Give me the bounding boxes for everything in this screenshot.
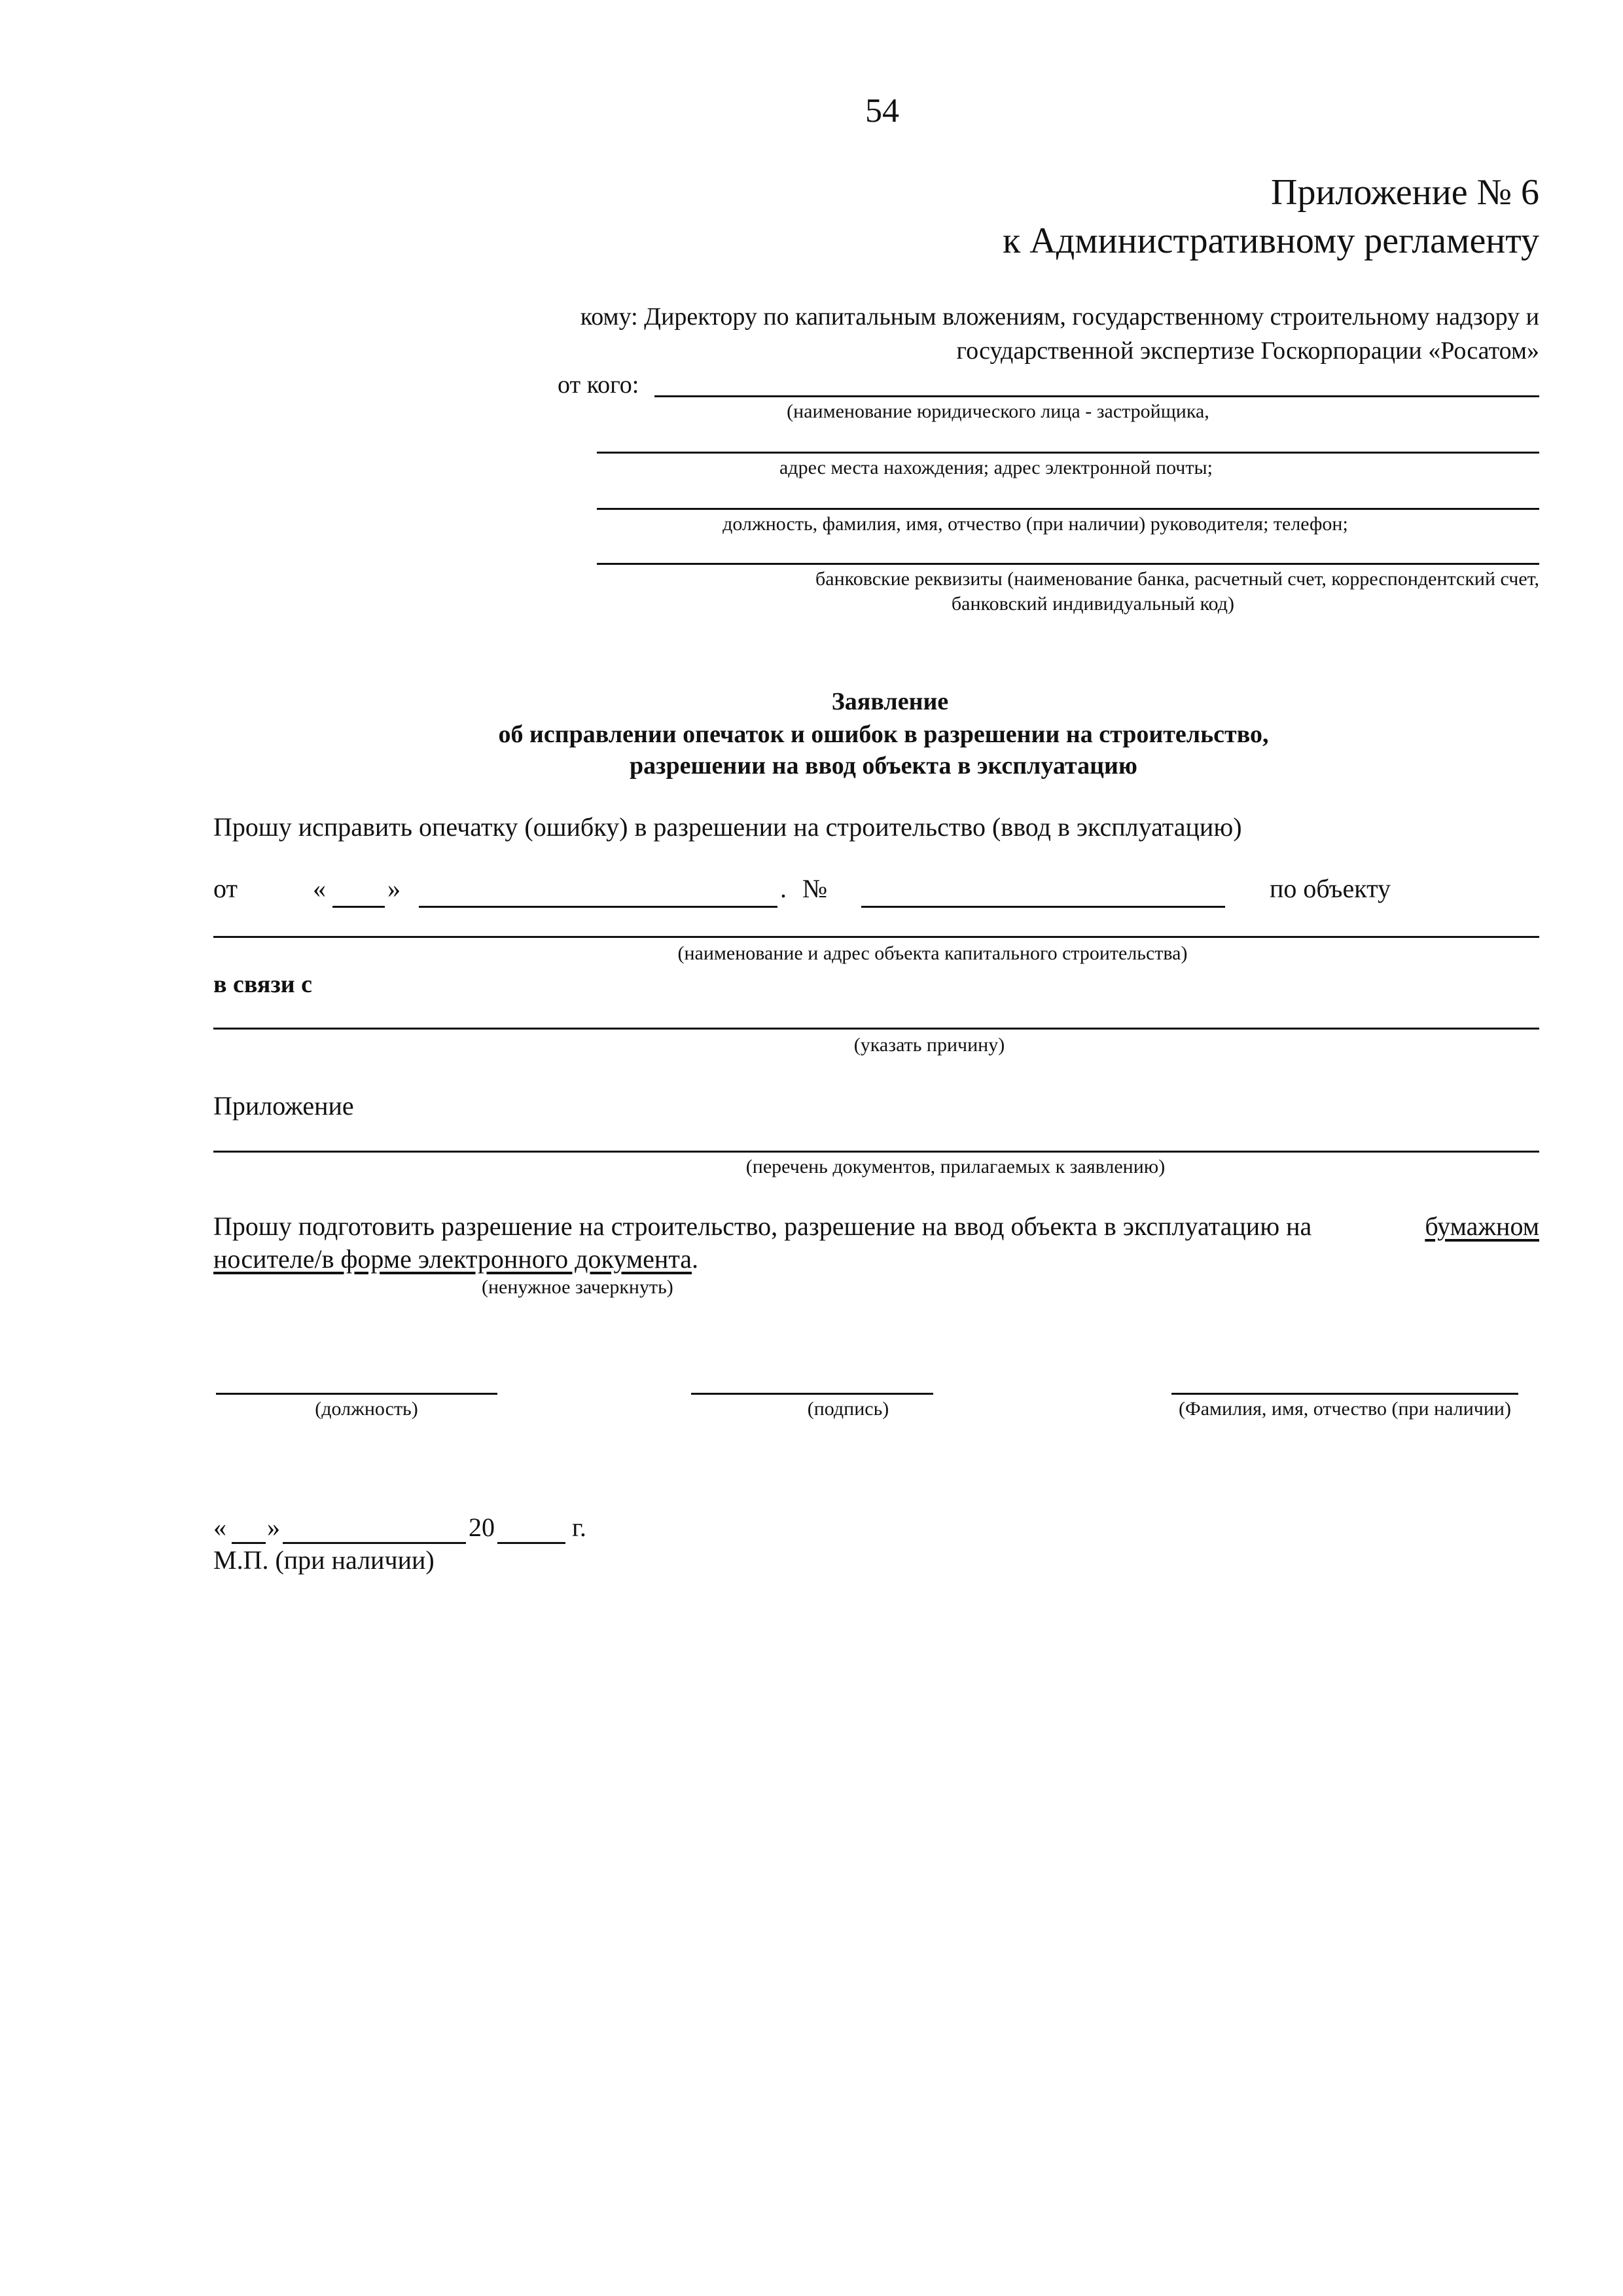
- date-year-line[interactable]: [497, 1542, 565, 1544]
- prepare-text-line-2: [213, 1244, 698, 1274]
- date-year-suffix: г.: [572, 1513, 586, 1542]
- from-label: от: [213, 874, 238, 903]
- date-dot: .: [780, 874, 787, 903]
- object-label: по объекту: [1270, 874, 1391, 903]
- strike-hint: (ненужное зачеркнуть): [482, 1276, 673, 1298]
- sender-caption-4a: банковские реквизиты (наименование банка, расчетный счет, корреспондентский счет,: [815, 568, 1539, 590]
- prepare-option-paper: бумажном: [1425, 1211, 1539, 1241]
- appendix-subtitle: к Административному регламенту: [1003, 221, 1539, 261]
- permit-date-line[interactable]: [419, 906, 777, 908]
- recipient-line-2: государственной экспертизе Госкорпорации «Росатом»: [956, 337, 1539, 365]
- number-sign: №: [802, 874, 828, 903]
- full-name-caption: (Фамилия, имя, отчество (при наличии): [1179, 1398, 1511, 1420]
- appendix-title: Приложение № 6: [1271, 172, 1539, 213]
- recipient-line-1: кому: Директору по капитальным вложениям, государственному строительному надзору и: [580, 303, 1539, 331]
- heading-line-2: об исправлении опечаток и ошибок в разрешении на строительство,: [498, 721, 1269, 748]
- sender-bank-line[interactable]: [597, 563, 1539, 565]
- prepare-text-line-1: [213, 1211, 1539, 1242]
- position-line[interactable]: [216, 1393, 497, 1395]
- date-quote-close: »: [267, 1513, 280, 1542]
- permit-number-line[interactable]: [861, 906, 1225, 908]
- attachment-caption: (перечень документов, прилагаемых к заявлению): [745, 1156, 1166, 1177]
- signature-caption: (подпись): [807, 1398, 889, 1420]
- prepare-end: .: [692, 1244, 699, 1274]
- sender-director-line[interactable]: [597, 508, 1539, 510]
- date-year-prefix: 20: [469, 1513, 495, 1542]
- reason-caption: (указать причину): [853, 1034, 1005, 1056]
- date-day-line[interactable]: [232, 1542, 266, 1544]
- signature-line[interactable]: [691, 1393, 933, 1395]
- page-number: 54: [865, 92, 899, 130]
- prepare-text: Прошу подготовить разрешение на строительство, разрешение на ввод объекта в эксплуатацию на: [213, 1211, 1312, 1241]
- stamp-label: М.П. (при наличии): [213, 1545, 435, 1575]
- date-quote-open: «: [213, 1513, 226, 1542]
- sender-name-line[interactable]: [654, 395, 1539, 397]
- heading-line-3: разрешении на ввод объекта в эксплуатацию: [630, 752, 1137, 780]
- sender-caption-2: адрес места нахождения; адрес электронной почты;: [779, 457, 1213, 478]
- sender-address-line[interactable]: [597, 452, 1539, 454]
- sender-caption-1: (наименование юридического лица - застройщика,: [787, 401, 1209, 422]
- permit-day-line[interactable]: [332, 906, 385, 908]
- prepare-option-electronic: носителе/в форме электронного документа: [213, 1244, 692, 1274]
- sender-caption-3: должность, фамилия, имя, отчество (при наличии) руководителя; телефон;: [722, 513, 1348, 535]
- sender-label: от кого:: [558, 371, 639, 399]
- request-text: Прошу исправить опечатку (ошибку) в разрешении на строительство (ввод в эксплуатацию): [213, 812, 1242, 842]
- date-month-line[interactable]: [283, 1542, 466, 1544]
- attachment-line[interactable]: [213, 1151, 1539, 1153]
- attachment-label: Приложение: [213, 1091, 354, 1121]
- position-caption: (должность): [315, 1398, 418, 1420]
- reason-line[interactable]: [213, 1028, 1539, 1030]
- quote-close: »: [387, 874, 401, 903]
- full-name-line[interactable]: [1171, 1393, 1518, 1395]
- object-line[interactable]: [213, 936, 1539, 938]
- heading-title: Заявление: [831, 688, 949, 715]
- quote-open: «: [313, 874, 326, 903]
- reason-label: в связи с: [213, 971, 312, 998]
- object-caption: (наименование и адрес объекта капитального строительства): [677, 942, 1188, 964]
- sender-caption-4b: банковский индивидуальный код): [951, 593, 1235, 615]
